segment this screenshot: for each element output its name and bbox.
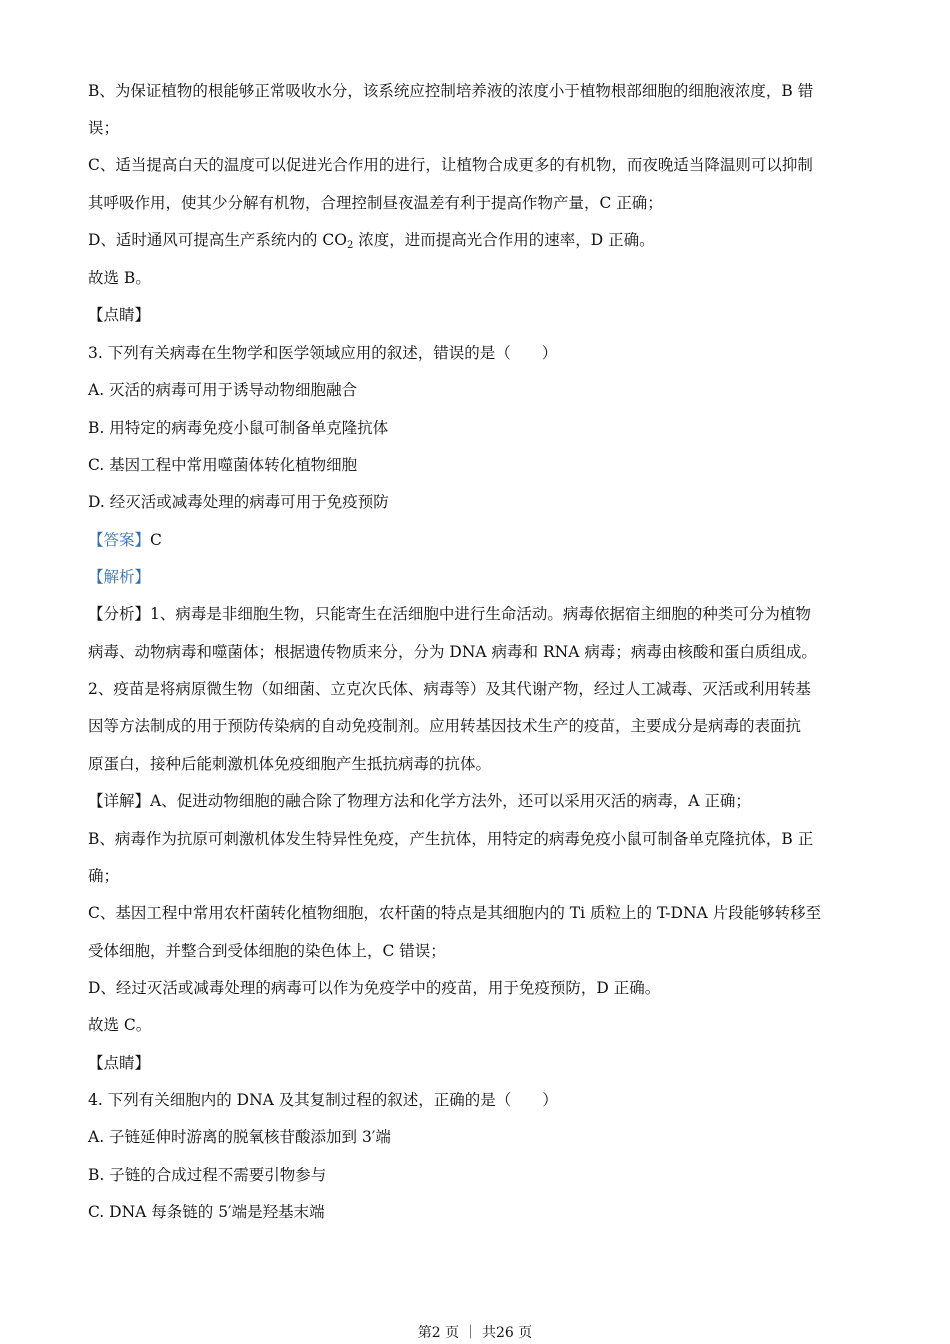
option-d: D. 经灭活或减毒处理的病毒可用于免疫预防 (88, 493, 389, 511)
text-line: 因等方法制成的用于预防传染病的自动免疫制剂。应用转基因技术生产的疫苗，主要成分是病毒的表面抗 (88, 717, 802, 735)
text-line: 病毒、动物病毒和噬菌体；根据遗传物质来分，分为 DNA 病毒和 RNA 病毒；病毒由核酸和蛋白质组成。 (88, 643, 817, 661)
text-line: B、为保证植物的根能够正常吸收水分，该系统应控制培养液的浓度小于植物根部细胞的细胞液浓度，B 错 (88, 82, 814, 100)
text-line: C、适当提高白天的温度可以促进光合作用的进行，让植物合成更多的有机物，而夜晚适当降温则可以抑制 (88, 156, 813, 174)
text-segment: D、适时通风可提高生产系统内的 CO (88, 231, 347, 249)
answer-label: 【答案】 (88, 531, 151, 549)
text-line: 【分析】1、病毒是非细胞生物，只能寄生在活细胞中进行生命活动。病毒依据宿主细胞的种类可分为植物 (88, 605, 811, 623)
text-line: 故选 C。 (88, 1016, 152, 1034)
option-c: C. DNA 每条链的 5′端是羟基末端 (88, 1203, 325, 1221)
page-footer: 第2 页 ｜ 共26 页 (417, 1325, 533, 1341)
option-a: A. 灭活的病毒可用于诱导动物细胞融合 (88, 381, 358, 399)
text-line: 2、疫苗是将病原微生物（如细菌、立克次氏体、病毒等）及其代谢产物，经过人工减毒、灭活或利用转基 (88, 680, 811, 698)
text-segment: 浓度，进而提高光合作用的速率，D 正确。 (353, 231, 655, 249)
question-4: 4. 下列有关细胞内的 DNA 及其复制过程的叙述，正确的是（ ） (88, 1091, 558, 1109)
subscript: 2 (346, 240, 354, 251)
text-line: 故选 B。 (88, 269, 151, 287)
answer-line (88, 529, 878, 551)
answer-value: C (150, 531, 162, 549)
text-line-co2 (88, 229, 878, 251)
option-a: A. 子链延伸时游离的脱氧核苷酸添加到 3′端 (88, 1128, 391, 1146)
text-line: 【详解】A、促进动物细胞的融合除了物理方法和化学方法外，还可以采用灭活的病毒，A 正确； (88, 792, 751, 810)
option-b: B. 用特定的病毒免疫小鼠可制备单克隆抗体 (88, 419, 389, 437)
section-label-dianjing: 【点睛】 (88, 306, 151, 324)
text-line: 误； (88, 119, 120, 137)
text-line: C、基因工程中常用农杆菌转化植物细胞，农杆菌的特点是其细胞内的 Ti 质粒上的 T-DNA 片段能够转移至 (88, 904, 822, 922)
text-line: D、经过灭活或减毒处理的病毒可以作为免疫学中的疫苗，用于免疫预防，D 正确。 (88, 979, 661, 997)
option-c: C. 基因工程中常用噬菌体转化植物细胞 (88, 456, 358, 474)
question-3: 3. 下列有关病毒在生物学和医学领域应用的叙述，错误的是（ ） (88, 344, 558, 362)
text-line: 其呼吸作用，使其少分解有机物，合理控制昼夜温差有利于提高作物产量，C 正确； (88, 194, 663, 212)
section-label-dianjing: 【点睛】 (88, 1054, 151, 1072)
analysis-label: 【解析】 (88, 568, 151, 586)
text-line: 确； (88, 867, 120, 885)
option-b: B. 子链的合成过程不需要引物参与 (88, 1166, 327, 1184)
text-line: 原蛋白，接种后能刺激机体免疫细胞产生抵抗病毒的抗体。 (88, 755, 492, 773)
text-line: 受体细胞，并整合到受体细胞的染色体上，C 错误； (88, 942, 446, 960)
text-line: B、病毒作为抗原可刺激机体发生特异性免疫，产生抗体，用特定的病毒免疫小鼠可制备单克隆抗体，B 正 (88, 830, 814, 848)
